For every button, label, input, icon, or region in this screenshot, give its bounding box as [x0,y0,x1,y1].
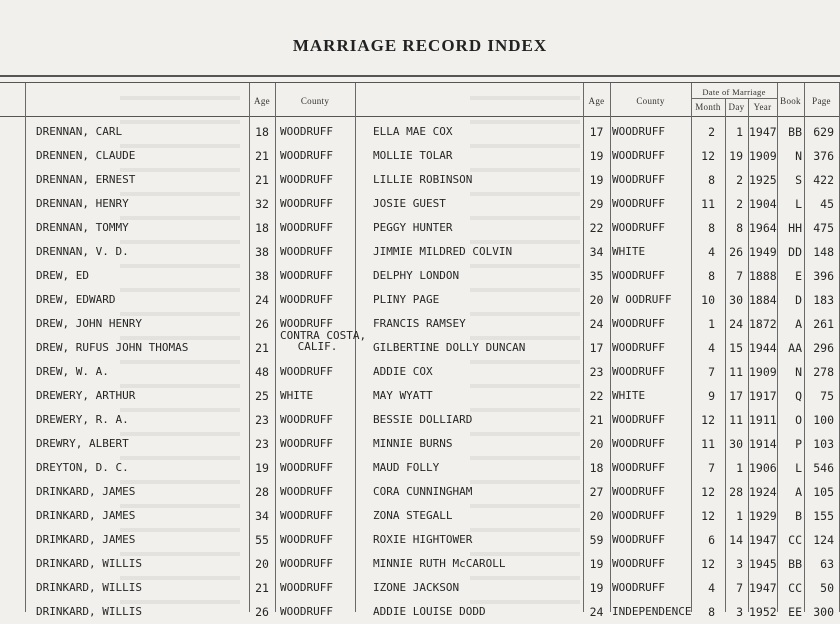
bride-county: WOODRUFF [612,317,665,330]
marriage-month: 12 [701,485,715,499]
book: D [795,293,802,307]
bride-age: 19 [589,149,604,163]
header-book: Book [780,96,801,106]
marriage-year: 1906 [749,461,777,475]
bride-county: WOODRUFF [612,509,665,522]
marriage-day: 11 [729,413,743,427]
groom-county: WOODRUFF [280,413,333,426]
marriage-year: 1911 [749,413,777,427]
groom-age: 48 [255,365,269,379]
groom-age: 20 [255,557,269,571]
marriage-day: 1 [736,509,743,523]
marriage-month: 9 [708,389,715,403]
groom-county: WOODRUFF [280,197,333,210]
header-year: Year [753,102,772,112]
bride-age: 20 [589,293,604,307]
marriage-year: 1917 [749,389,777,403]
marriage-year: 1904 [749,197,777,211]
table-row [0,432,840,456]
page-number: 50 [820,581,834,595]
top-rule-thick [0,75,840,77]
bride-age: 24 [589,605,604,619]
groom-age: 23 [255,413,269,427]
marriage-month: 4 [708,581,715,595]
book: A [795,317,802,331]
book: O [795,413,802,427]
book: HH [788,221,802,235]
header-page: Page [812,96,831,106]
marriage-month: 8 [708,221,715,235]
bride-age: 24 [589,317,604,331]
book: CC [788,581,802,595]
bride-name: MINNIE BURNS [373,437,453,450]
bride-age: 35 [589,269,604,283]
table-row [0,384,840,408]
page-number: 396 [813,269,834,283]
groom-county: WOODRUFF [280,581,333,594]
marriage-day: 14 [729,533,743,547]
bride-county: WOODRUFF [612,221,665,234]
marriage-year: 1949 [749,245,777,259]
marriage-month: 7 [708,461,715,475]
groom-age: 34 [255,509,269,523]
page-number: 278 [813,365,834,379]
bride-name: ELLA MAE COX [373,125,453,138]
marriage-day: 30 [729,437,743,451]
groom-county: WOODRUFF [280,605,333,618]
page-number: 183 [813,293,834,307]
table-row [0,216,840,240]
marriage-month: 8 [708,269,715,283]
book: L [795,197,802,211]
page-number: 63 [820,557,834,571]
marriage-year: 1909 [749,149,777,163]
groom-age: 26 [255,605,269,619]
table-row [0,120,840,144]
book: N [795,365,802,379]
book: Q [795,389,802,403]
groom-name: DRENNAN, HENRY [36,197,129,210]
groom-age: 21 [255,149,269,163]
groom-county: WOODRUFF [280,509,333,522]
table-row [0,264,840,288]
bride-county: WOODRUFF [612,413,665,426]
groom-county: WOODRUFF [280,437,333,450]
marriage-year: 1884 [749,293,777,307]
page-number: 475 [813,221,834,235]
page-number: 105 [813,485,834,499]
groom-name: DRIMKARD, JAMES [36,533,136,546]
marriage-day: 30 [729,293,743,307]
groom-name: DRENNAN, TOMMY [36,221,129,234]
bride-county: WOODRUFF [612,581,665,594]
table-row [0,576,840,600]
book: BB [788,125,802,139]
groom-county: WOODRUFF [280,461,333,474]
marriage-month: 8 [708,173,715,187]
table-row [0,144,840,168]
groom-name: DRENNAN, ERNEST [36,173,136,186]
bride-county: WOODRUFF [612,269,665,282]
bride-age: 17 [589,341,604,355]
bride-county: WOODRUFF [612,365,665,378]
groom-county: WOODRUFF [280,173,333,186]
bride-age: 22 [589,221,604,235]
header-day: Day [728,102,745,112]
groom-age: 28 [255,485,269,499]
bride-age: 23 [589,365,604,379]
book: B [795,509,802,523]
book: DD [788,245,802,259]
marriage-day: 1 [736,461,743,475]
bride-county: INDEPENDENCE [612,605,692,618]
groom-age: 21 [255,341,269,355]
marriage-year: 1945 [749,557,777,571]
marriage-month: 12 [701,149,715,163]
book: L [795,461,802,475]
table-row [0,168,840,192]
groom-name: DREWRY, ALBERT [36,437,129,450]
bride-county: W OODRUFF [612,293,672,306]
groom-name: DRINKARD, JAMES [36,509,136,522]
page-number: 155 [813,509,834,523]
bride-age: 59 [589,533,604,547]
book: N [795,149,802,163]
bride-name: FRANCIS RAMSEY [373,317,466,330]
groom-age: 23 [255,437,269,451]
bride-name: DELPHY LONDON [373,269,460,282]
marriage-day: 7 [736,269,743,283]
bride-county: WOODRUFF [612,125,665,138]
groom-county: WHITE [280,389,314,402]
groom-name: DRINKARD, WILLIS [36,605,142,618]
marriage-year: 1952 [749,605,777,619]
bride-county: WOODRUFF [612,557,665,570]
table-row [0,288,840,312]
book: AA [788,341,802,355]
groom-age: 21 [255,581,269,595]
groom-county: WOODRUFF [280,149,333,162]
groom-name: DRINKARD, WILLIS [36,581,142,594]
bride-name: PLINY PAGE [373,293,440,306]
page-number: 103 [813,437,834,451]
marriage-day: 17 [729,389,743,403]
bride-age: 19 [589,557,604,571]
marriage-year: 1909 [749,365,777,379]
bride-county: WOODRUFF [612,461,665,474]
bride-county: WOODRUFF [612,149,665,162]
marriage-day: 3 [736,557,743,571]
marriage-month: 12 [701,413,715,427]
page-number: 45 [820,197,834,211]
groom-age: 18 [255,221,269,235]
bride-name: MINNIE RUTH McCAROLL [373,557,506,570]
groom-county: WOODRUFF [280,221,333,234]
table-row [0,504,840,528]
table-row [0,456,840,480]
bride-name: MAY WYATT [373,389,433,402]
groom-age: 18 [255,125,269,139]
page-number: 629 [813,125,834,139]
bride-county: WOODRUFF [612,437,665,450]
bride-name: GILBERTINE DOLLY DUNCAN [373,341,526,354]
bride-county: WOODRUFF [612,533,665,546]
marriage-month: 7 [708,365,715,379]
book: BB [788,557,802,571]
marriage-year: 1947 [749,533,777,547]
header-bride-age: Age [588,96,605,106]
bride-name: ZONA STEGALL [373,509,453,522]
table-row [0,528,840,552]
groom-county: WOODRUFF [280,293,333,306]
marriage-day: 28 [729,485,743,499]
top-rule-thin [0,82,840,83]
marriage-month: 12 [701,509,715,523]
groom-name: DREW, JOHN HENRY [36,317,142,330]
marriage-month: 4 [708,341,715,355]
marriage-year: 1964 [749,221,777,235]
marriage-day: 26 [729,245,743,259]
bride-county: WOODRUFF [612,485,665,498]
bride-age: 22 [589,389,604,403]
header-date-of-marriage: Date of Marriage [702,87,766,97]
groom-county: CONTRA COSTA, CALIF. [280,329,367,353]
marriage-month: 6 [708,533,715,547]
groom-age: 26 [255,317,269,331]
page-number: 100 [813,413,834,427]
date-header-rule [691,98,777,99]
groom-age: 38 [255,245,269,259]
table-row [0,552,840,576]
groom-age: 55 [255,533,269,547]
marriage-month: 10 [701,293,715,307]
table-row [0,192,840,216]
header-bride-county: County [636,96,665,106]
page-number: 148 [813,245,834,259]
groom-name: DREW, W. A. [36,365,109,378]
header-county: County [300,96,330,106]
page-number: 300 [813,605,834,619]
page-number: 75 [820,389,834,403]
groom-name: DREW, ED [36,269,89,282]
page-number: 124 [813,533,834,547]
marriage-month: 1 [708,317,715,331]
marriage-month: 12 [701,557,715,571]
groom-county: WOODRUFF [280,533,333,546]
book: E [795,269,802,283]
bride-age: 19 [589,173,604,187]
bride-name: ROXIE HIGHTOWER [373,533,473,546]
bride-name: JOSIE GUEST [373,197,446,210]
bride-age: 21 [589,413,604,427]
groom-name: DRENNAN, CARL [36,125,123,138]
groom-age: 19 [255,461,269,475]
table-row [0,480,840,504]
bride-name: ADDIE LOUISE DODD [373,605,486,618]
groom-county: WOODRUFF [280,245,333,258]
page-number: 296 [813,341,834,355]
bride-age: 20 [589,437,604,451]
bride-age: 18 [589,461,604,475]
bride-age: 20 [589,509,604,523]
marriage-day: 2 [736,173,743,187]
page-title: MARRIAGE RECORD INDEX [292,36,548,55]
marriage-day: 7 [736,581,743,595]
groom-name: DREYTON, D. C. [36,461,129,474]
groom-name: DRINKARD, WILLIS [36,557,142,570]
bride-age: 29 [589,197,604,211]
groom-name: DREWERY, R. A. [36,413,129,426]
groom-age: 32 [255,197,269,211]
bride-name: MOLLIE TOLAR [373,149,453,162]
table-row [0,408,840,432]
bride-name: JIMMIE MILDRED COLVIN [373,245,513,258]
bride-name: LILLIE ROBINSON [373,173,473,186]
book: A [795,485,802,499]
bride-name: PEGGY HUNTER [373,221,453,234]
marriage-year: 1924 [749,485,777,499]
groom-age: 25 [255,389,269,403]
groom-county: WOODRUFF [280,317,333,330]
groom-name: DREW, EDWARD [36,293,116,306]
marriage-day: 3 [736,605,743,619]
marriage-month: 2 [708,125,715,139]
page-number: 546 [813,461,834,475]
marriage-year: 1947 [749,125,777,139]
bride-name: CORA CUNNINGHAM [373,485,473,498]
marriage-day: 11 [729,365,743,379]
marriage-month: 4 [708,245,715,259]
table-row [0,600,840,624]
marriage-day: 15 [729,341,743,355]
groom-county: WOODRUFF [280,557,333,570]
bride-county: WOODRUFF [612,197,665,210]
bride-county: WHITE [612,389,646,402]
marriage-year: 1888 [749,269,777,283]
book: EE [788,605,802,619]
bride-name: ADDIE COX [373,365,433,378]
book: P [795,437,802,451]
groom-age: 38 [255,269,269,283]
marriage-day: 1 [736,125,743,139]
groom-name: DRENNAN, V. D. [36,245,129,258]
groom-name: DREW, RUFUS JOHN THOMAS [36,341,189,354]
marriage-year: 1929 [749,509,777,523]
marriage-day: 24 [729,317,743,331]
marriage-month: 11 [701,437,715,451]
marriage-year: 1944 [749,341,777,355]
groom-name: DRENNEN, CLAUDE [36,149,136,162]
groom-name: DREWERY, ARTHUR [36,389,136,402]
groom-name: DRINKARD, JAMES [36,485,136,498]
bride-age: 19 [589,581,604,595]
page-number: 261 [813,317,834,331]
groom-age: 24 [255,293,269,307]
bride-age: 27 [589,485,604,499]
table-row [0,312,840,336]
groom-county: WOODRUFF [280,365,333,378]
table-row [0,240,840,264]
groom-age: 21 [255,173,269,187]
marriage-day: 8 [736,221,743,235]
page-number: 422 [813,173,834,187]
marriage-year: 1914 [749,437,777,451]
book: CC [788,533,802,547]
marriage-day: 19 [729,149,743,163]
book: S [795,173,802,187]
header-age: Age [254,96,270,106]
groom-county: WOODRUFF [280,269,333,282]
header-month: Month [695,102,721,112]
bride-age: 34 [589,245,604,259]
bride-name: BESSIE DOLLIARD [373,413,473,426]
marriage-year: 1872 [749,317,777,331]
marriage-year: 1947 [749,581,777,595]
bride-county: WOODRUFF [612,173,665,186]
groom-county: WOODRUFF [280,485,333,498]
bride-name: IZONE JACKSON [373,581,460,594]
table-row [0,360,840,384]
marriage-year: 1925 [749,173,777,187]
bride-county: WOODRUFF [612,341,665,354]
bride-name: MAUD FOLLY [373,461,440,474]
page-number: 376 [813,149,834,163]
marriage-month: 8 [708,605,715,619]
marriage-day: 2 [736,197,743,211]
groom-county: WOODRUFF [280,125,333,138]
bride-age: 17 [589,125,604,139]
bride-county: WHITE [612,245,646,258]
table-row [0,329,840,360]
marriage-month: 11 [701,197,715,211]
